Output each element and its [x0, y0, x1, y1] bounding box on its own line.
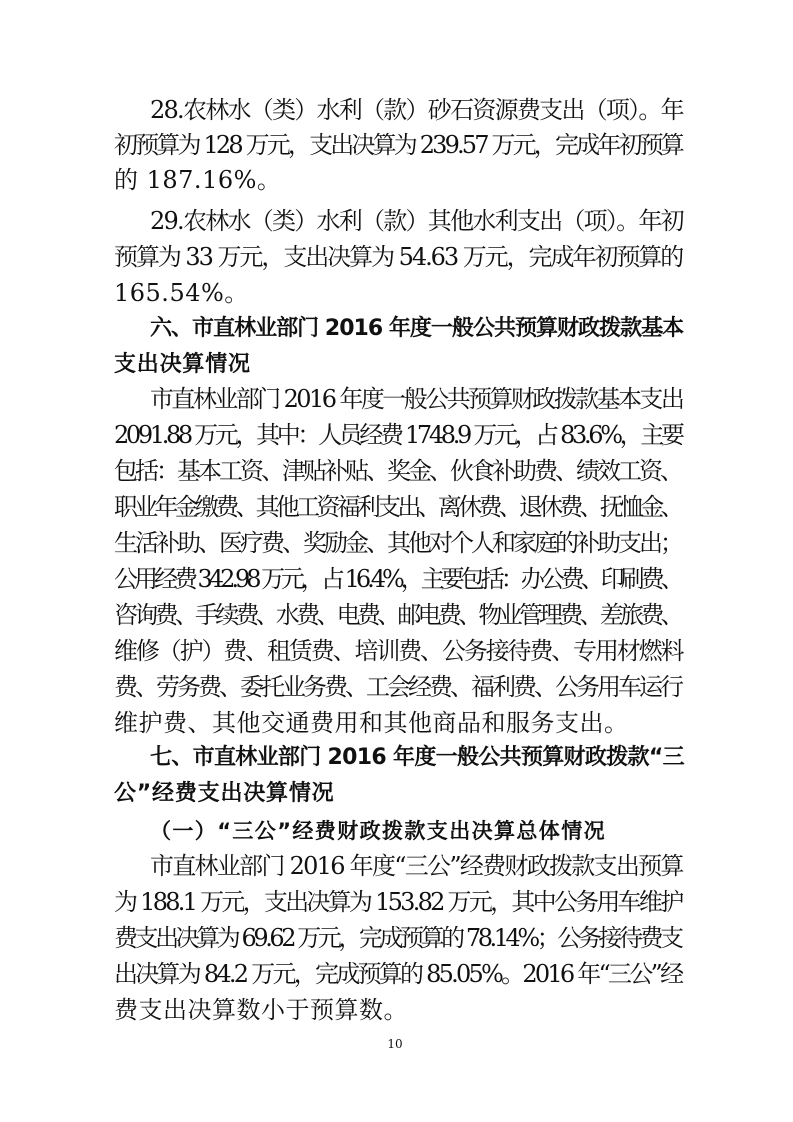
section-heading: 七、市直林业部门 2016 年度一般公共预算财政拨款“三 — [150, 745, 684, 770]
body-line: 职业年金缴费、其他工资福利支出、离休费、退休费、抚恤金、 — [114, 493, 681, 521]
body-line: 维护费、其他交通费用和其他商品和服务支出。 — [114, 709, 629, 737]
body-line: 初预算为 128 万元，支出决算为 239.57 万元，完成年初预算 — [114, 131, 682, 159]
body-line: 出决算为 84.2 万元，完成预算的 85.05%。2016 年“三公”经 — [114, 960, 682, 988]
body-line: 费、劳务费、委托业务费、工会经费、福利费、公务用车运行 — [114, 673, 681, 701]
body-line: 2091.88 万元，其中：人员经费 1748.9 万元，占 83.6%，主要 — [114, 421, 682, 449]
section-heading: 支出决算情况 — [114, 352, 251, 377]
section-heading: 六、市直林业部门 2016 年度一般公共预算财政拨款基本 — [150, 316, 684, 341]
body-line: 28.农林水（类）水利（款）砂石资源费支出（项）。年 — [150, 96, 683, 124]
body-line: 165.54%。 — [114, 279, 249, 307]
section-heading: 公”经费支出决算情况 — [114, 781, 335, 806]
body-line: 包括：基本工资、津贴补贴、奖金、伙食补助费、绩效工资、 — [114, 457, 681, 485]
page-number: 10 — [387, 1037, 403, 1051]
body-line: 咨询费、手续费、水费、电费、邮电费、物业管理费、差旅费、 — [114, 601, 681, 629]
body-line: 市直林业部门 2016 年度一般公共预算财政拨款基本支出 — [150, 385, 683, 413]
body-line: 公用经费 342.98 万元，占 16.4%，主要包括：办公费、印刷费、 — [114, 565, 681, 593]
body-line: 29.农林水（类）水利（款）其他水利支出（项）。年初 — [150, 207, 683, 235]
body-line: 为 188.1 万元，支出决算为 153.82 万元，其中公务用车维护 — [114, 888, 682, 916]
body-line: 的 187.16%。 — [114, 166, 282, 194]
body-line: 预算为 33 万元，支出决算为 54.63 万元，完成年初预算的 — [114, 243, 683, 271]
body-line: 市直林业部门 2016 年度“三公”经费财政拨款支出预算 — [150, 852, 683, 880]
body-line: 维修（护）费、租赁费、培训费、公务接待费、专用材燃料 — [114, 637, 683, 665]
subsection-heading: （一）“三公”经费财政拨款支出决算总体情况 — [150, 819, 607, 843]
body-line: 生活补助、医疗费、奖励金、其他对个人和家庭的补助支出； — [114, 529, 681, 557]
body-line: 费支出决算为 69.62 万元，完成预算的 78.14%；公务接待费支 — [114, 924, 681, 952]
body-line: 费支出决算数小于预算数。 — [114, 996, 408, 1024]
